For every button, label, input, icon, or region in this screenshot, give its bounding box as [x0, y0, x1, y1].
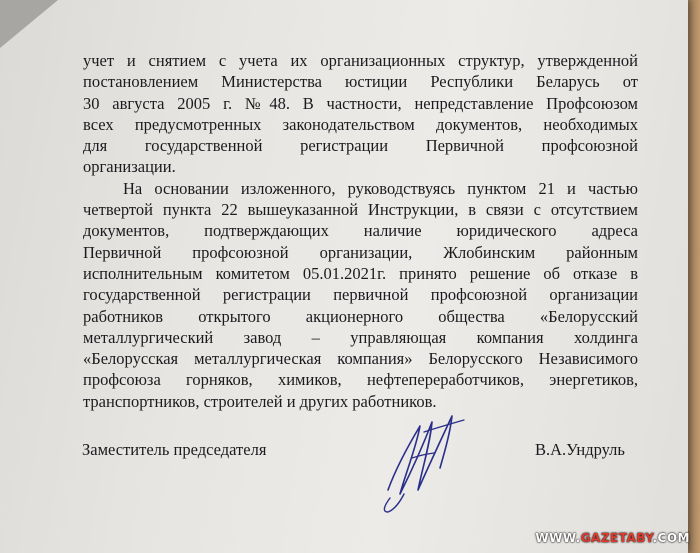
signatory-name: В.А.Ундруль [535, 440, 625, 459]
text-line: транспортников, строителей и других работников. [83, 391, 437, 411]
text-line: исполнительным комитетом 05.01.2021г. принято решение об отказе в [83, 263, 638, 283]
handwritten-signature [360, 398, 480, 518]
watermark-prefix: WWW. [535, 531, 581, 545]
text-line: государственной регистрации первичной профсоюзной организации [83, 285, 638, 305]
text-line: документов, подтверждающих наличие юридического адреса [83, 221, 638, 241]
text-line: учет и снятием с учета их организационных структур, утвержденной [83, 51, 638, 70]
text-line: работников открытого акционерного общества «Белорусский [83, 306, 638, 326]
text-line: всех предусмотренных законодательством документов, необходимых [83, 114, 638, 134]
text-line: четвертой пункта 22 вышеуказанной Инструкции, в связи с отсутствием [83, 200, 638, 220]
site-watermark [535, 531, 690, 545]
text-line: металлургический завод – управляющая компания холдинга [83, 327, 638, 347]
text-line: 30 августа 2005 г. №48. В частности, непредставление Профсоюзом [83, 93, 638, 113]
watermark-suffix: .COM [652, 531, 690, 545]
text-line: организации. [83, 157, 176, 177]
text-line: профсоюза горняков, химиков, нефтепереработчиков, энергетиков, [83, 370, 638, 390]
watermark-brand: GAZETABY [580, 531, 653, 545]
text-line: постановлением Министерства юстиции Республики Беларусь от [83, 72, 638, 92]
text-line: На основании изложенного, руководствуясь пунктом 21 и частью [123, 178, 638, 198]
text-line: «Белорусская металлургическая компания» Белорусского Независимого [83, 349, 638, 369]
text-line: для государственной регистрации Первичной профсоюзной [83, 136, 638, 156]
text-line: Первичной профсоюзной организации, Жлобинским районным [83, 242, 638, 262]
signatory-title: Заместитель председателя [82, 440, 267, 459]
